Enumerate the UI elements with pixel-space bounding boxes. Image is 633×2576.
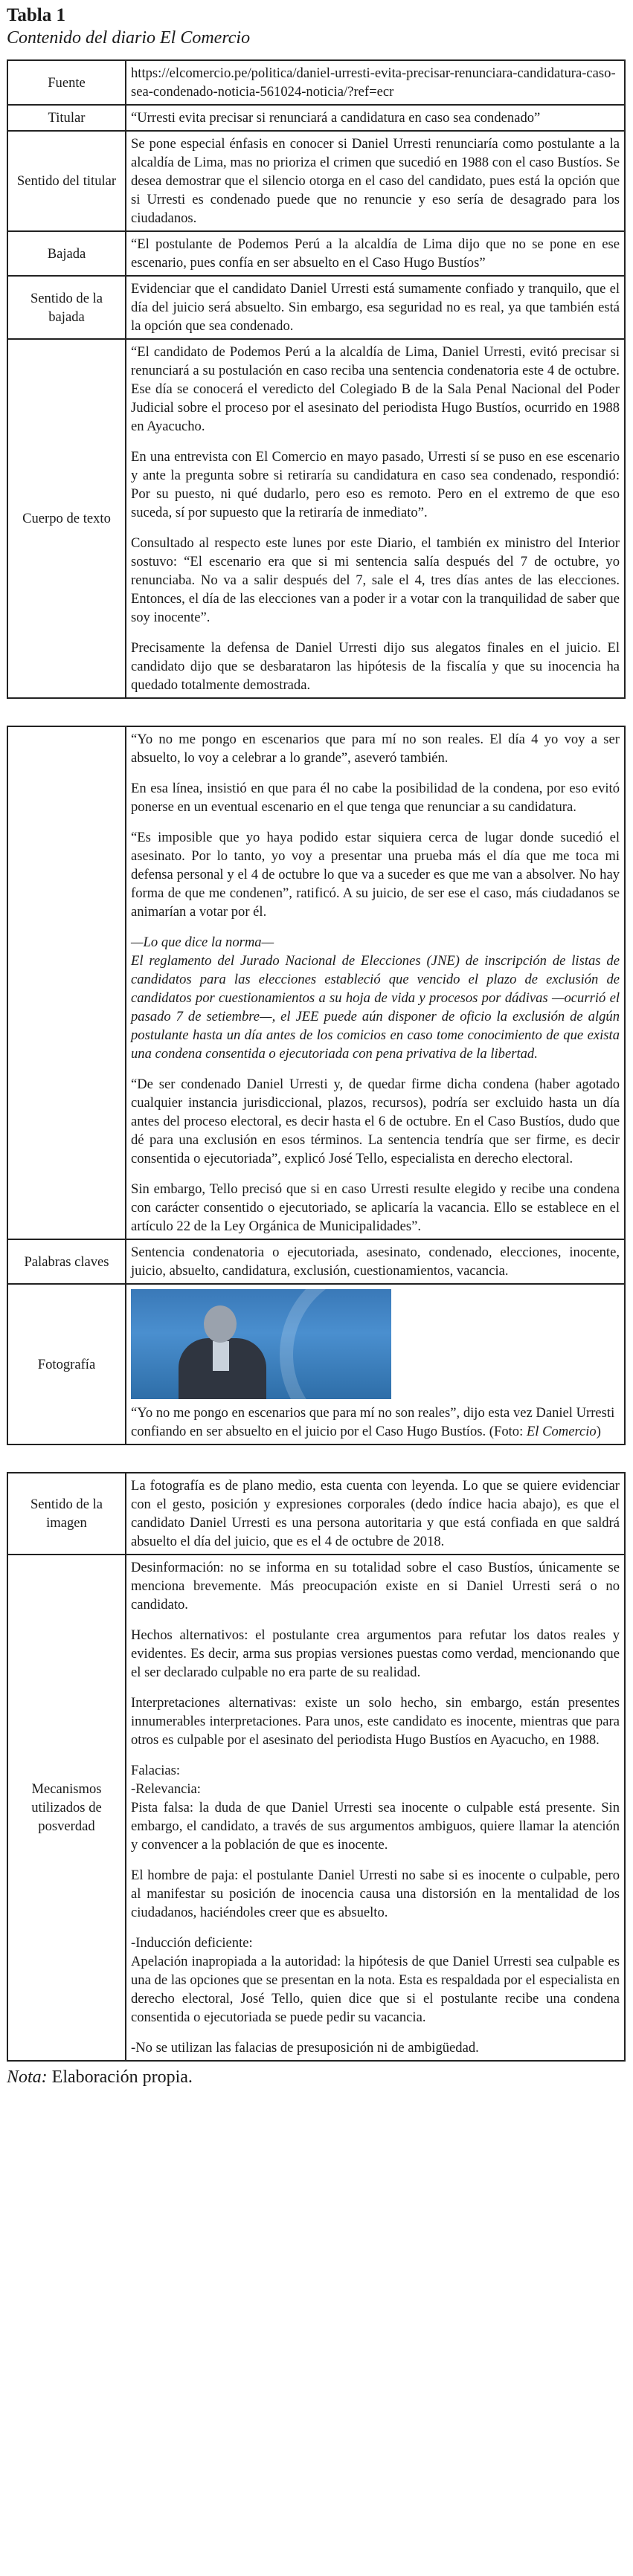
table-row xyxy=(7,231,625,276)
row-value xyxy=(126,276,625,339)
table-row xyxy=(7,726,625,1239)
content-table-part-3 xyxy=(7,1472,626,2062)
body-paragraph: El hombre de paja: el postulante Daniel Urresti no sabe si es inocente o culpable, pero al manifestar su posición de inocencia causa una distorsión en la mentalidad de los ciudadanos, haciéndoles creer que es absuelto. xyxy=(131,1868,620,1920)
table-row xyxy=(7,1555,625,2061)
table-row xyxy=(7,276,625,339)
table-row xyxy=(7,1284,625,1444)
body-paragraph: “Es imposible que yo haya podido estar siquiera cerca de lugar donde sucedió el asesinato. Por lo tanto, yo voy a presentar una prueba más el día que me toca mi defensa personal y el 4 de octubre lo que va a suceder es que me van a absolver. No hay forma de que me condenen”, ratificó. A su juicio, de ser ese el caso, más ciudadanos se animarían a votar por él. xyxy=(131,830,620,920)
row-value xyxy=(126,231,625,276)
body-paragraph: “De ser condenado Daniel Urresti y, de quedar firme dicha condena (haber agotado cualquier instancia jurisdiccional, plazos, recursos), podría ser excluido hasta un día antes del proceso electoral, es decir hasta el 6 de octubre. En el Caso Bustíos, dudo que dé para una exclusión en esos términos. La sentencia tendría que ser firme, es decir consentida o ejecutoriada”, explicó José Tello, especialista en derecho electoral. xyxy=(131,1076,620,1166)
table-row xyxy=(7,131,625,231)
row-label: Sentido de la imagen xyxy=(7,1473,126,1555)
row-label: Bajada xyxy=(7,231,126,276)
table-row xyxy=(7,60,625,105)
law-heading: —Lo que dice la norma— xyxy=(131,934,274,950)
table-row xyxy=(7,1239,625,1284)
row-label: Cuerpo de texto xyxy=(7,339,126,698)
row-value xyxy=(126,105,625,131)
note-text: Elaboración propia. xyxy=(47,2067,193,2087)
body-paragraph: -No se utilizan las falacias de presuposición ni de ambigüedad. xyxy=(131,2040,479,2056)
body-paragraph: Se pone especial énfasis en conocer si Daniel Urresti renunciaría como postulante a la alcaldía de Lima, mas no prioriza el crimen que sucedió en 1988 con el caso Bustíos. Se desea demostrar que el silencio otorga en el caso del candidato, pues está la opción que si Urresti es condenado puede que no renuncie y eso sería de desagrado para los ciudadanos. xyxy=(131,136,620,226)
table-body-3 xyxy=(7,1473,625,2061)
row-value xyxy=(126,1473,625,1555)
row-label: Palabras claves xyxy=(7,1239,126,1284)
law-text: El reglamento del Jurado Nacional de Elecciones (JNE) de inscripción de listas de candidatos para las elecciones estableció que vencido el plazo de exclusión de candidatos por cuestionamientos a su hoja de vida y procesos por dádivas —ocurrió el pasado 7 de setiembre—, el JEE puede aún disponer de oficio la exclusión de algún postulante hasta un día antes de los comicios en caso tome conocimiento de que exista una condena consentida o ejecutoriada con pena privativa de la libertad. xyxy=(131,953,620,1062)
table-note xyxy=(7,2066,626,2088)
row-label: Sentido de la bajada xyxy=(7,276,126,339)
body-paragraph: Falacias: -Relevancia: Pista falsa: la duda de que Daniel Urresti sea inocente o culpable está presente. Sin embargo, el candidato, a través de sus argumentos ambiguos, quiere llamar la atención y convencer a la población de que es inocente. xyxy=(131,1763,620,1853)
row-label: Sentido del titular xyxy=(7,131,126,231)
body-paragraph: Precisamente la defensa de Daniel Urresti dijo sus alegatos finales en el juicio. El candidato dijo que se desbarataron las hipótesis de la fiscalía y que su inocencia ha quedado totalmente demostrada. xyxy=(131,640,620,693)
row-value xyxy=(126,339,625,698)
body-paragraph: En una entrevista con El Comercio en mayo pasado, Urresti sí se puso en ese escenario y ante la pregunta sobre si retiraría su candidatura en caso sea condenado, respondió: Por su puesto, ni qué dudarlo, pero eso es remoto. Pero en el extremo de que eso suceda, sí por supuesto que la retiraría de inmediato”. xyxy=(131,449,620,520)
row-value xyxy=(126,1284,625,1444)
row-value xyxy=(126,1555,625,2061)
body-paragraph: En esa línea, insistió en que para él no cabe la posibilidad de la condena, por eso evitó ponerse en un eventual escenario en el que tenga que renunciar a su candidatura. xyxy=(131,781,620,815)
photo-caption: “Yo no me pongo en escenarios que para mí no son reales”, dijo esta vez Daniel Urresti confiando en ser absuelto en el juicio por el Caso Hugo Bustíos. (Foto: El Comercio) xyxy=(131,1405,615,1439)
body-paragraph: “Yo no me pongo en escenarios que para mí no son reales. El día 4 yo voy a ser absuelto, lo voy a celebrar a lo grande”, aseveró también. xyxy=(131,732,620,766)
body-paragraph: Consultado al respecto este lunes por este Diario, el también ex ministro del Interior sostuvo: “El escenario era que si mi sentencia salía después del 7 de octubre, yo renunciaba. No va a salir después del 7, sale el 4, tres días antes de las elecciones. Entonces, el día de las elecciones van a poder ir a votar con la tranquilidad de saber que soy inocente”. xyxy=(131,535,620,625)
table-row xyxy=(7,105,625,131)
body-paragraph: https://elcomercio.pe/politica/daniel-urresti-evita-precisar-renunciara-candidatura-caso-sea-condenado-noticia-561024-noticia/?ref=ecr xyxy=(131,65,616,100)
body-paragraph: Interpretaciones alternativas: existe un solo hecho, sin embargo, están presentes innumerables interpretaciones. Para unos, este candidato es inocente, mientras que para otros es culpable por el asesinato del periodista Hugo Bustíos en Ayacucho, en 1988. xyxy=(131,1695,620,1748)
row-label xyxy=(7,726,126,1239)
table-title: Contenido del diario El Comercio xyxy=(7,28,251,48)
note-label: Nota: xyxy=(7,2067,48,2087)
table-number: Tabla 1 xyxy=(7,5,65,25)
content-table-part-1 xyxy=(7,59,626,699)
law-block xyxy=(131,933,620,1063)
body-paragraph: -Inducción deficiente: Apelación inapropiada a la autoridad: la hipótesis de que Daniel Urresti sea culpable es una de las opciones que se presentan en la nota. Esta es respaldada por el especialista en derecho electoral, José Tello, quien dice que si el postulante recibe una condena consentida o ejecutoriada se puede pedir su vacancia. xyxy=(131,1935,620,2025)
row-value xyxy=(126,131,625,231)
row-label: Fotografía xyxy=(7,1284,126,1444)
table-body-1 xyxy=(7,60,625,698)
photo-source: El Comercio xyxy=(526,1424,597,1439)
body-paragraph: Desinformación: no se informa en su totalidad sobre el caso Bustíos, únicamente se menciona brevemente. Más preocupación existe en si Daniel Urresti será o no candidato. xyxy=(131,1560,620,1613)
body-paragraph: “El postulante de Podemos Perú a la alcaldía de Lima dijo que no se pone en ese escenario, pues confía en ser absuelto en el Caso Hugo Bustíos” xyxy=(131,236,620,271)
document xyxy=(7,0,626,2088)
table-row xyxy=(7,1473,625,1555)
body-paragraph: Sin embargo, Tello precisó que si en caso Urresti resulte elegido y recibe una condena con carácter consentido o ejecutoriado, se aplicaría la vacancia. Ello se establece en el artículo 22 de la Ley Orgánica de Municipalidades”. xyxy=(131,1181,620,1234)
row-label: Fuente xyxy=(7,60,126,105)
body-paragraph: La fotografía es de plano medio, esta cuenta con leyenda. Lo que se quiere evidenciar con el gesto, posición y expresiones corporales (dedo índice hacia abajo), es que el candidato Daniel Urresti es una persona autoritaria y que está confiada en que saldrá absuelto el día del juicio, que es el 4 de octubre de 2018. xyxy=(131,1478,620,1549)
body-paragraph: Evidenciar que el candidato Daniel Urresti está sumamente confiado y tranquilo, que el día del juicio será absuelto. Sin embargo, esa seguridad no es real, ya que también está la opción que sea condenado. xyxy=(131,281,620,334)
body-paragraph: “Urresti evita precisar si renunciará a candidatura en caso sea condenado” xyxy=(131,110,541,126)
row-label: Titular xyxy=(7,105,126,131)
row-value: Sentencia condenatoria o ejecutoriada, asesinato, condenado, elecciones, inocente, juicio, absuelto, candidatura, exclusión, cuestionamientos, vacancia. xyxy=(126,1239,625,1284)
news-photo xyxy=(131,1289,391,1399)
row-label: Mecanismos utilizados de posverdad xyxy=(7,1555,126,2061)
body-paragraph: Hechos alternativos: el postulante crea argumentos para refutar los datos reales y evidentes. Es decir, arma sus propias versiones puestas como verdad, mencionando que el ser declarado culpable no era parte de su realidad. xyxy=(131,1627,620,1680)
row-value xyxy=(126,60,625,105)
body-paragraph: “El candidato de Podemos Perú a la alcaldía de Lima, Daniel Urresti, evitó precisar si renunciará a su postulación en caso reciba una sentencia condenatoria este 4 de octubre. Ese día se conocerá el veredicto del Colegiado B de la Sala Penal Nacional del Poder Judicial sobre el proceso por el asesinato del periodista Hugo Bustíos, ocurrido en 1988 en Ayacucho. xyxy=(131,344,620,434)
row-value xyxy=(126,726,625,1239)
table-row xyxy=(7,339,625,698)
content-table-part-2 xyxy=(7,726,626,1445)
